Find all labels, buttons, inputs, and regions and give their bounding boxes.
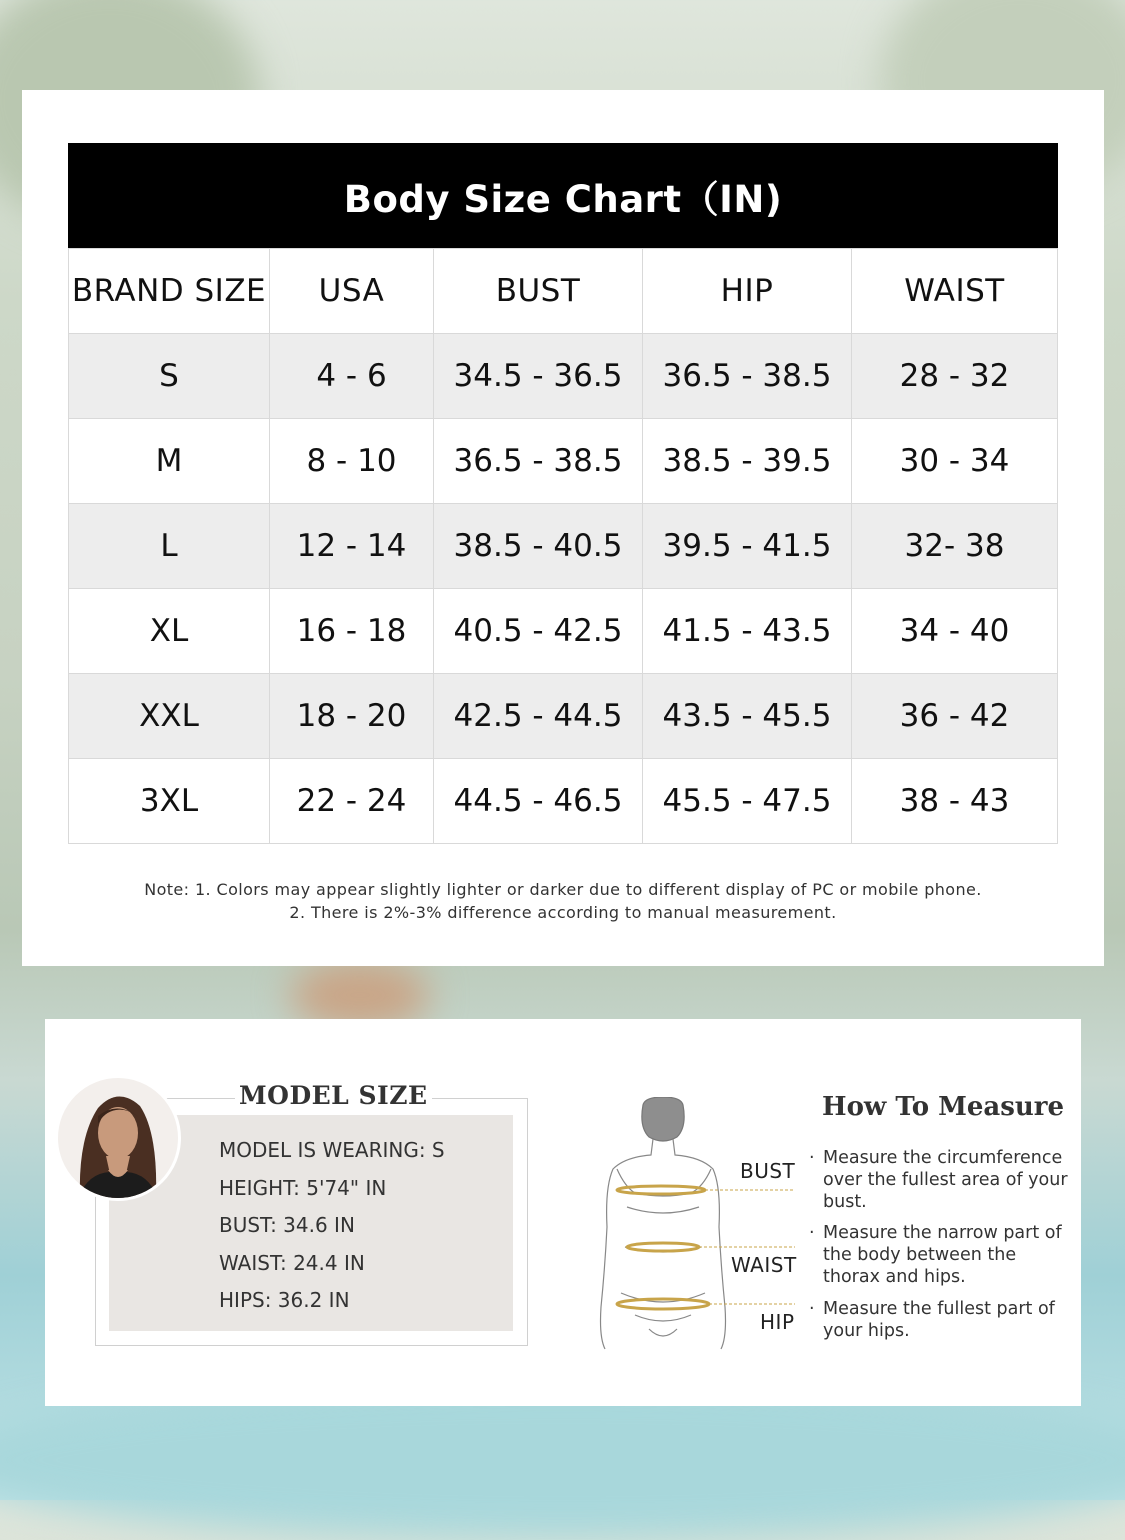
cell-bust: 44.5 - 46.5 [434,759,643,844]
size-chart-title: Body Size Chart（IN) [68,143,1058,248]
model-bust: BUST: 34.6 IN [219,1213,355,1237]
model-height: HEIGHT: 5'74" IN [219,1175,387,1200]
waist-label: WAIST [731,1253,797,1277]
waist-measure-line [627,1243,699,1251]
cell-hip: 43.5 - 45.5 [643,674,852,759]
cell-usa: 12 - 14 [270,504,434,589]
size-chart-card [22,90,1104,966]
table-row [69,504,1058,589]
cell-brand-size: S [69,334,270,419]
model-and-measure-card [45,1019,1081,1406]
cell-usa: 16 - 18 [270,589,434,674]
header-usa: USA [270,249,434,334]
hip-measure-line [617,1299,709,1309]
model-hips: HIPS: 36.2 IN [219,1288,350,1312]
table-row [69,419,1058,504]
model-avatar [55,1075,181,1201]
how-to-hip [809,1298,1073,1342]
cell-brand-size: M [69,419,270,504]
model-size-title: MODEL SIZE [235,1081,432,1110]
model-waist: WAIST: 24.4 IN [219,1250,365,1275]
cell-waist: 28 - 32 [852,334,1058,419]
cell-usa: 18 - 20 [270,674,434,759]
how-to-measure-title: How To Measure [822,1092,1065,1122]
cell-waist: 36 - 42 [852,674,1058,759]
cell-hip: 41.5 - 43.5 [643,589,852,674]
model-wearing: MODEL IS WEARING: S [219,1138,445,1162]
cell-waist: 32- 38 [852,504,1058,589]
cell-hip: 45.5 - 47.5 [643,759,852,844]
table-row [69,334,1058,419]
cell-bust: 34.5 - 36.5 [434,334,643,419]
note-line-2: 2. There is 2%-3% difference according to manual measurement. [289,903,837,922]
size-chart-note [22,878,1104,924]
bullet-icon: · [809,1148,815,1168]
model-size-details [219,1132,445,1320]
table-header-row [69,249,1058,334]
bullet-icon: · [809,1223,815,1243]
cell-bust: 38.5 - 40.5 [434,504,643,589]
cell-brand-size: XXL [69,674,270,759]
header-bust: BUST [434,249,643,334]
cell-waist: 38 - 43 [852,759,1058,844]
cell-brand-size: L [69,504,270,589]
table-row [69,759,1058,844]
cell-usa: 22 - 24 [270,759,434,844]
cell-waist: 30 - 34 [852,419,1058,504]
table-row [69,674,1058,759]
bust-label: BUST [740,1159,796,1183]
header-brand-size: BRAND SIZE [69,249,270,334]
cell-brand-size: 3XL [69,759,270,844]
cell-hip: 36.5 - 38.5 [643,334,852,419]
table-row [69,589,1058,674]
cell-bust: 42.5 - 44.5 [434,674,643,759]
note-line-1: Note: 1. Colors may appear slightly lighter or darker due to different display of PC or mobile phone. [144,880,982,899]
cell-hip: 38.5 - 39.5 [643,419,852,504]
cell-usa: 4 - 6 [270,334,434,419]
cell-bust: 40.5 - 42.5 [434,589,643,674]
how-to-bust-text: Measure the circumference over the fullest area of your bust. [823,1148,1068,1212]
how-to-bust [809,1147,1073,1213]
how-to-waist [809,1222,1073,1288]
cell-usa: 8 - 10 [270,419,434,504]
how-to-waist-text: Measure the narrow part of the body between the thorax and hips. [823,1223,1062,1287]
cell-hip: 39.5 - 41.5 [643,504,852,589]
cell-brand-size: XL [69,589,270,674]
cell-bust: 36.5 - 38.5 [434,419,643,504]
header-hip: HIP [643,249,852,334]
how-to-hip-text: Measure the fullest part of your hips. [823,1299,1055,1341]
cell-waist: 34 - 40 [852,589,1058,674]
bullet-icon: · [809,1299,815,1319]
bust-measure-line [617,1186,705,1194]
size-chart-table [68,248,1058,844]
hip-label: HIP [760,1310,795,1334]
header-waist: WAIST [852,249,1058,334]
